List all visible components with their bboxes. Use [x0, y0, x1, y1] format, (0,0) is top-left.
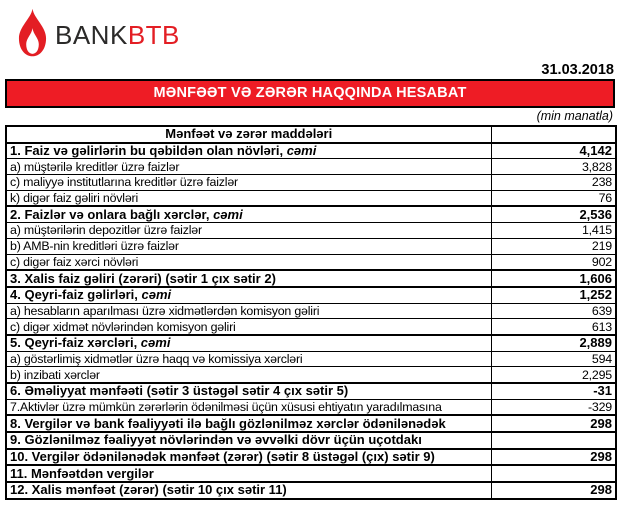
- row-label: 7.Aktivlər üzrə mümkün zərərlərin ödənilməsi üçün xüsusi ehtiyatın yaradılmasına: [6, 399, 491, 415]
- table-row: [6, 254, 616, 270]
- table-row: [6, 143, 616, 159]
- row-value: 298: [491, 449, 616, 466]
- table-row: [6, 303, 616, 319]
- row-value: 298: [491, 415, 616, 432]
- row-label: b) AMB-nin kreditləri üzrə faizlər: [6, 238, 491, 254]
- table-row: [6, 482, 616, 499]
- row-value: -31: [491, 383, 616, 399]
- row-value: 902: [491, 254, 616, 270]
- row-label: a) göstərlimiş xidmətlər üzrə haqq və komissiya xərcləri: [6, 351, 491, 367]
- row-value: 2,295: [491, 367, 616, 383]
- table-row: [6, 399, 616, 415]
- row-label: 12. Xalis mənfəət (zərər) (sətir 10 çıx sətir 11): [6, 482, 491, 499]
- row-value: 639: [491, 303, 616, 319]
- table-header-row: [6, 126, 616, 143]
- row-value: 238: [491, 175, 616, 191]
- report-title-banner: [5, 79, 615, 108]
- row-value: 3,828: [491, 159, 616, 175]
- row-label: 5. Qeyri-faiz xərcləri, cəmi: [6, 335, 491, 351]
- table-row: [6, 270, 616, 287]
- row-value: 594: [491, 351, 616, 367]
- table-row: [6, 159, 616, 175]
- report-date: 31.03.2018: [541, 62, 614, 78]
- row-value: [491, 432, 616, 449]
- table-row: [6, 367, 616, 383]
- row-label: c) digər faiz xərci növləri: [6, 254, 491, 270]
- row-label: 3. Xalis faiz gəliri (zərəri) (sətir 1 çıx sətir 2): [6, 270, 491, 287]
- row-value: 1,415: [491, 223, 616, 239]
- table-row: [6, 190, 616, 206]
- table-row: [6, 223, 616, 239]
- row-label: a) müştərilə kreditlər üzrə faizlər: [6, 159, 491, 175]
- row-label: 1. Faiz və gəlirlərin bu qəbildən olan növləri, cəmi: [6, 143, 491, 159]
- row-label: a) müştərilərin depozitlər üzrə faizlər: [6, 223, 491, 239]
- row-value: 219: [491, 238, 616, 254]
- row-label: c) digər xidmət növlərindən komisyon gəliri: [6, 319, 491, 335]
- value-column-header: [491, 126, 616, 143]
- row-value: 76: [491, 190, 616, 206]
- row-label: 11. Mənfəətdən vergilər: [6, 465, 491, 482]
- table-row: [6, 432, 616, 449]
- row-label: 9. Gözlənilməz fəaliyyət növlərindən və əvvəlki dövr üçün uçotdakı: [6, 432, 491, 449]
- table-row: [6, 351, 616, 367]
- row-value: [491, 465, 616, 482]
- table-row: [6, 287, 616, 303]
- row-label: b) inzibati xərclər: [6, 367, 491, 383]
- brand-btb-text: BTB: [127, 19, 180, 50]
- row-value: -329: [491, 399, 616, 415]
- brand-wordmark: [55, 20, 180, 51]
- unit-note: (min manatla): [536, 109, 613, 123]
- table-row: [6, 175, 616, 191]
- row-label: 2. Faizlər və onlara bağlı xərclər, cəmi: [6, 206, 491, 222]
- row-label: 4. Qeyri-faiz gəlirləri, cəmi: [6, 287, 491, 303]
- row-label: 8. Vergilər və bank fəaliyyəti ilə bağlı gözlənilməz xərclər ödənilənədək: [6, 415, 491, 432]
- table-row: [6, 238, 616, 254]
- row-label: 10. Vergilər ödənilənədək mənfəət (zərər) (sətir 8 üstəgəl (çıx) sətir 9): [6, 449, 491, 466]
- brand-bank-text: BANK: [55, 19, 128, 50]
- row-label: c) maliyyə institutlarına kreditlər üzrə faizlər: [6, 175, 491, 191]
- table-row: [6, 415, 616, 432]
- pnl-table: [5, 125, 617, 500]
- row-value: 298: [491, 482, 616, 499]
- row-value: 1,252: [491, 287, 616, 303]
- row-label: k) digər faiz gəliri növləri: [6, 190, 491, 206]
- table-row: [6, 206, 616, 222]
- table-row: [6, 319, 616, 335]
- row-value: 613: [491, 319, 616, 335]
- table-row: [6, 335, 616, 351]
- table-body: [6, 143, 616, 499]
- table-row: [6, 449, 616, 466]
- report-title: MƏNFƏƏT VƏ ZƏRƏR HAQQINDA HESABAT: [153, 85, 467, 101]
- bank-logo: [17, 8, 180, 58]
- row-value: 2,536: [491, 206, 616, 222]
- flame-icon: [17, 8, 48, 58]
- table-row: [6, 465, 616, 482]
- row-value: 1,606: [491, 270, 616, 287]
- row-value: 4,142: [491, 143, 616, 159]
- table-row: [6, 383, 616, 399]
- row-label: a) hesabların aparılması üzrə xidmətlərdən komisyon gəliri: [6, 303, 491, 319]
- row-label: 6. Əməliyyat mənfəəti (sətir 3 üstəgəl sətir 4 çıx sətir 5): [6, 383, 491, 399]
- items-column-header: Mənfəət və zərər maddələri: [6, 126, 491, 143]
- row-value: 2,889: [491, 335, 616, 351]
- report-header: [0, 0, 620, 79]
